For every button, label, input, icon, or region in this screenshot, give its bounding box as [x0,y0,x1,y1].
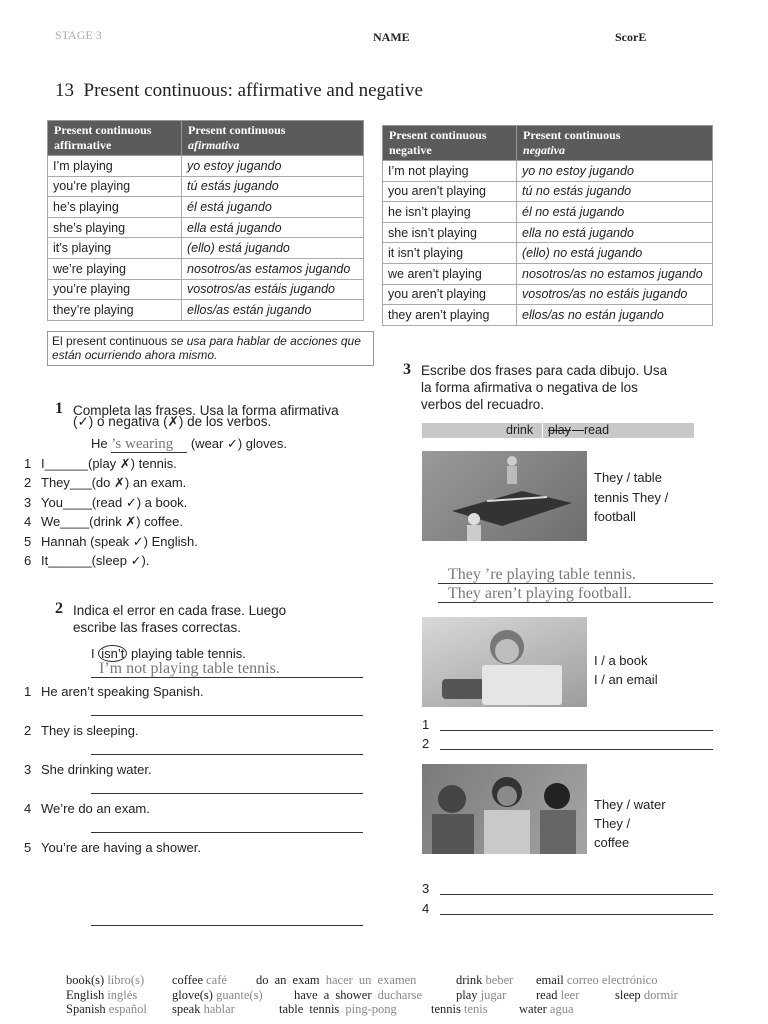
list-item: 5 You’re are having a shower. [24,840,201,855]
example-answer: They ’re playing table tennis. [438,567,713,584]
table-row: it’s playing (ello) está jugando [48,238,364,259]
example-sentence: He ’s wearing (wear ✓) gloves. [91,436,287,452]
list-item: 1 I______(play ✗) tennis. [24,456,177,471]
affirmative-table [47,120,364,321]
example-sentence: I isn’t playing table tennis. [91,646,246,661]
table-row: I’m not playing yo no estoy jugando [383,161,713,182]
group-icon [422,764,587,854]
glossary [66,973,746,1017]
exercise-number: 3 [403,361,411,378]
answer-line[interactable] [440,730,713,731]
table-header: Present continuous negativa [517,126,713,161]
line-number: 3 [422,881,430,896]
picture-prompt: They / table tennis They / football [594,470,669,524]
list-item: 3 She drinking water. [24,762,152,777]
name-label: NAME [373,30,410,44]
group-photo [422,764,587,854]
table-row: we aren’t playing nosotros/as no estamos jugando [383,263,713,284]
list-item: 4 We____(drink ✗) coffee. [24,514,183,529]
line-number: 2 [422,736,430,751]
answer-line[interactable] [91,925,363,926]
exercise-instruction: Escribe dos frases para cada dibujo. Usa la forma afirmativa o negativa de los verbos del recuadro. [421,363,668,412]
answer-line[interactable] [91,715,363,716]
stage-label: STAGE 3 [55,28,102,42]
table-header: Present continuous afirmativa [182,121,364,156]
glossary-row: Spanish español speak hablar table tennis ping-pong tennis tenis water agua [66,1002,574,1016]
exercise-number: 2 [55,600,63,617]
list-item: 5 Hannah (speak ✓) English. [24,534,198,549]
table-row: she’s playing ella está jugando [48,217,364,238]
table-row: it isn’t playing (ello) no está jugando [383,243,713,264]
word-drink: drink [506,423,534,437]
glossary-row: book(s) libro(s) coffee café do an exam hacer un examen drink beber email correo electrónico [66,973,658,987]
word-read: read [584,423,610,437]
answer-line[interactable] [91,832,363,833]
answer-line[interactable] [440,749,713,750]
table-row: I’m playing yo estoy jugando [48,156,364,177]
table-row: you aren’t playing vosotros/as no estáis jugando [383,284,713,305]
list-item: 4 We’re do an exam. [24,801,150,816]
answer-line[interactable] [440,894,713,895]
exercise-instruction: Indica el error en cada frase. Luego escribe las frases correctas. [73,603,287,635]
circled-error: isn’t [98,645,127,662]
page-title: 13 Present continuous: affirmative and negative [55,80,423,101]
table-row: they aren’t playing ellos/as no están jugando [383,305,713,326]
list-item: 2 They___(do ✗) an exam. [24,475,187,490]
negative-table [382,125,713,326]
example-answer: They aren’t playing football. [438,586,713,603]
example-answer: I’m not playing table tennis. [91,660,363,678]
table-header: Present continuous negative [383,126,517,161]
list-item: 3 You____(read ✓) a book. [24,495,188,510]
table-tennis-photo [422,451,587,541]
exercise-number: 1 [55,400,63,417]
score-label: ScorE [615,30,647,44]
table-row: he’s playing él está jugando [48,197,364,218]
list-item: 6 It______(sleep ✓). [24,553,150,568]
table-row: we’re playing nosotros/as estamos jugando [48,258,364,279]
laptop-photo [422,617,587,707]
exercise-instruction: Completa las frases. Usa la forma afirmativa (✓) o negativa (✗) de los verbos. [73,403,339,429]
table-row: he isn’t playing él no está jugando [383,202,713,223]
picture-prompt: They / water They / coffee [594,797,666,850]
answer-line[interactable] [91,754,363,755]
list-item: 2 They is sleeping. [24,723,139,738]
table-row: you aren’t playing tú no estás jugando [383,181,713,202]
table-row: you’re playing vosotros/as estáis jugando [48,279,364,300]
table-header: Present continuous affirmative [48,121,182,156]
list-item: 1 He aren’t speaking Spanish. [24,684,204,699]
table-row: she isn’t playing ella no está jugando [383,222,713,243]
example-answer: ’s wearing [111,436,187,453]
glossary-row: English inglés glove(s) guante(s) have a shower ducharse play jugar read leer sleep dormir [66,987,678,1002]
line-number: 4 [422,901,430,916]
line-number: 1 [422,717,430,732]
grammar-note: El present continuous se usa para hablar de acciones que están ocurriendo ahora mismo. [47,331,374,366]
table-tennis-icon [422,451,587,541]
answer-line[interactable] [440,914,713,915]
word-box [422,423,694,438]
word-play: play [548,423,571,437]
picture-prompt: I / a book I / an email [594,653,658,687]
laptop-user-icon [422,617,587,707]
answer-line[interactable] [91,793,363,794]
table-row: they’re playing ellos/as están jugando [48,300,364,321]
table-row: you’re playing tú estás jugando [48,176,364,197]
